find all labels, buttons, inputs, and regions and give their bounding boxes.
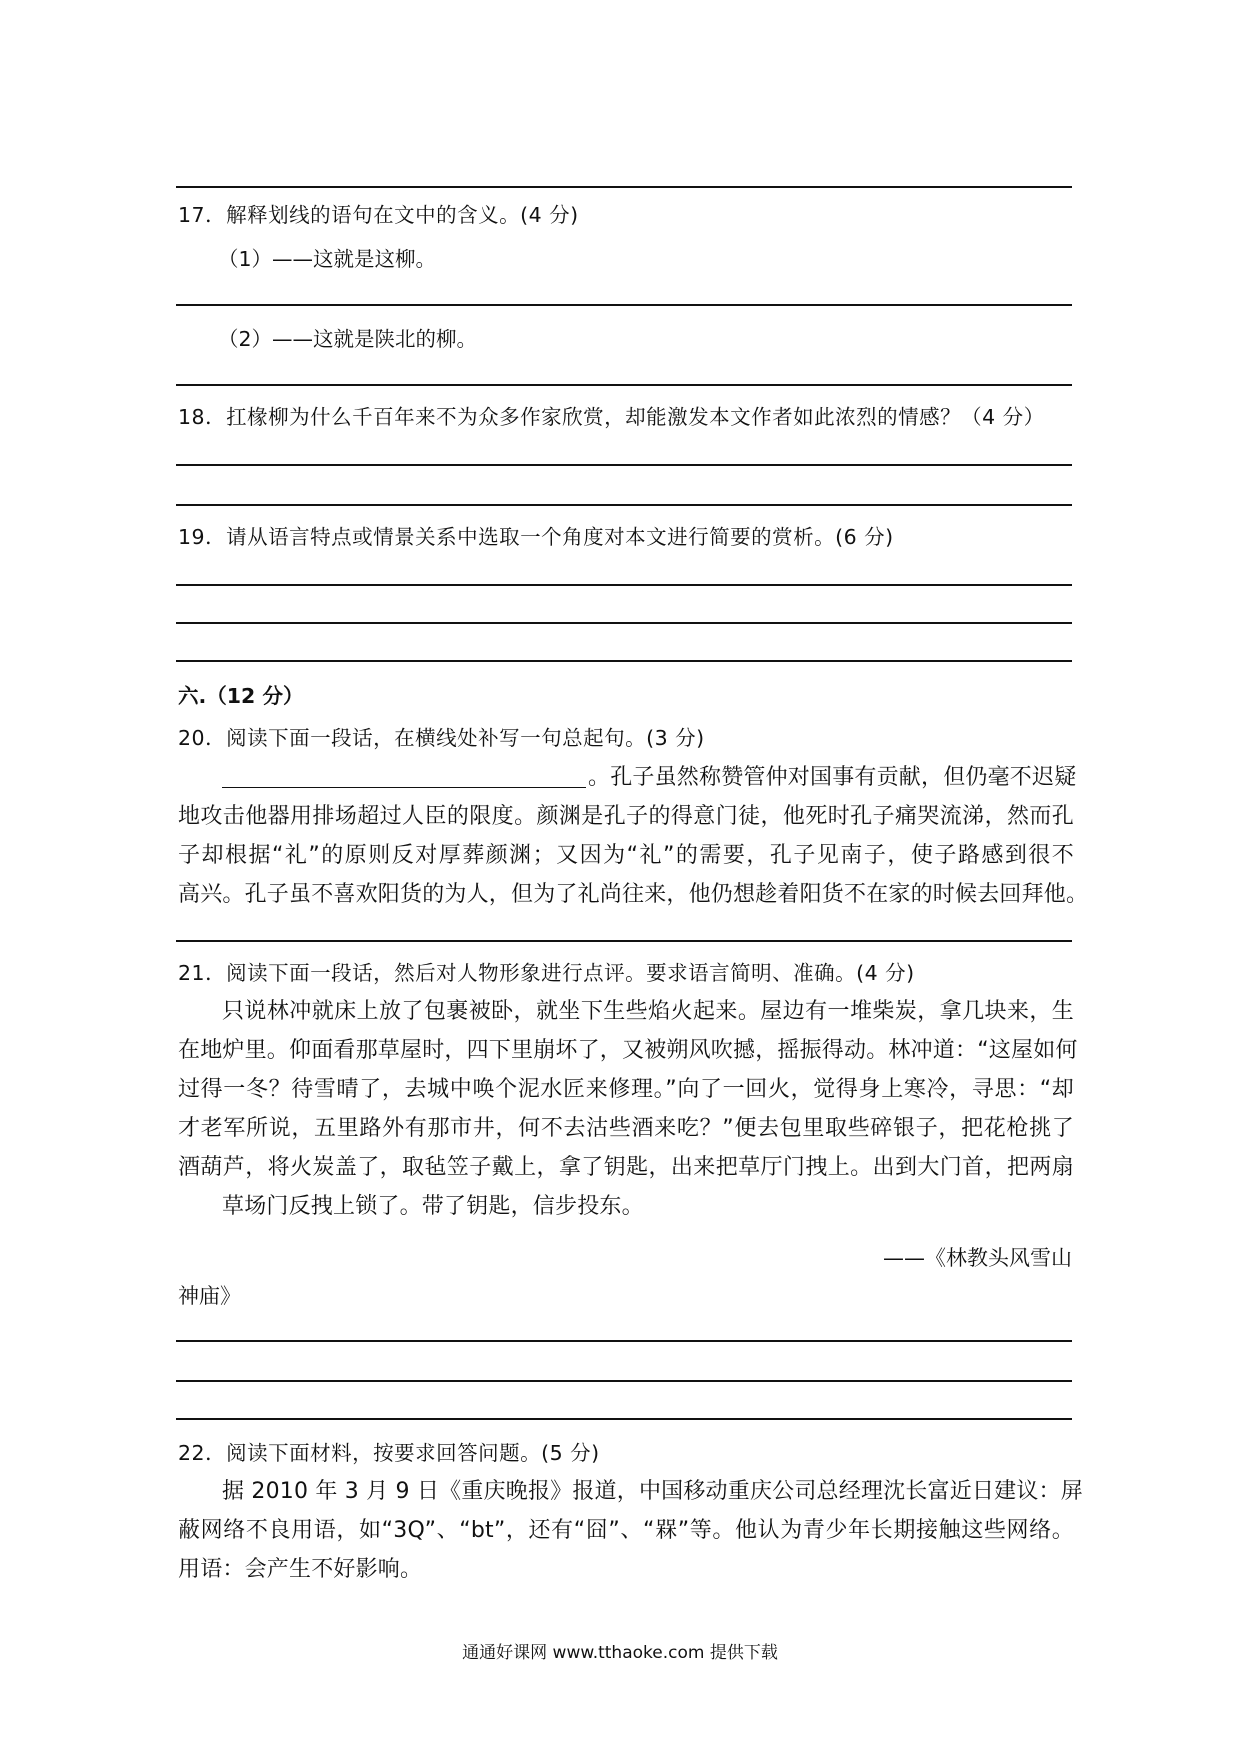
passage-line: 用语：会产生不好影响。	[178, 1557, 423, 1582]
question-20-passage	[178, 758, 1089, 914]
fill-in-blank[interactable]	[222, 763, 586, 788]
answer-line[interactable]	[176, 504, 1072, 506]
answer-line[interactable]	[176, 304, 1072, 306]
passage-source-continued: 神庙》	[178, 1284, 241, 1308]
passage-line: 地攻击他器用排场超过人臣的限度。颜渊是孔子的得意门徒，他死时孔子痛哭流涕，然而孔	[178, 804, 1074, 829]
question-17-title: 17．解释划线的语句在文中的含义。(4 分)	[178, 203, 579, 227]
passage-line: 子却根据“礼”的原则反对厚葬颜渊；又因为“礼”的需要，孔子见南子，使子路感到很不	[178, 843, 1074, 868]
passage-line: 才老军所说，五里路外有那市井，何不去沽些酒来吃？”便去包里取些碎银子，把花枪挑了	[178, 1116, 1074, 1141]
passage-line: 过得一冬？待雪晴了，去城中唤个泥水匠来修理。”向了一回火，觉得身上寒冷，寻思：“却	[178, 1077, 1074, 1102]
passage-line: 草场门反拽上锁了。带了钥匙，信步投东。	[222, 1194, 644, 1219]
answer-line[interactable]	[176, 1380, 1072, 1382]
section-6-heading: 六.（12 分）	[178, 684, 304, 708]
answer-line[interactable]	[176, 1340, 1072, 1342]
answer-line[interactable]	[176, 940, 1072, 942]
passage-line: 在地炉里。仰面看那草屋时，四下里崩坏了，又被朔风吹撼，摇振得动。林冲道：“这屋如何	[178, 1038, 1078, 1063]
question-21-passage	[178, 992, 1078, 1226]
question-17-item-2: （2）——这就是陕北的柳。	[218, 327, 478, 351]
question-20-title: 20．阅读下面一段话，在横线处补写一句总起句。(3 分)	[178, 726, 705, 750]
passage-line: 高兴。孔子虽不喜欢阳货的为人，但为了礼尚往来，他仍想趁着阳货不在家的时候去回拜他。	[178, 882, 1089, 907]
question-22-title: 22．阅读下面材料，按要求回答问题。(5 分)	[178, 1441, 600, 1465]
question-18-title: 18．扛椽柳为什么千百年来不为众多作家欣赏，却能激发本文作者如此浓烈的情感？（4 分）	[178, 405, 1045, 429]
passage-line: 酒葫芦，将火炭盖了，取毡笠子戴上，拿了钥匙，出来把草厅门拽上。出到大门首，把两扇	[178, 1155, 1074, 1180]
passage-line: 只说林冲就床上放了包裹被卧，就坐下生些焰火起来。屋边有一堆柴炭，拿几块来，生	[222, 999, 1074, 1024]
answer-line[interactable]	[176, 464, 1072, 466]
question-21-title: 21．阅读下面一段话，然后对人物形象进行点评。要求语言简明、准确。(4 分)	[178, 961, 915, 985]
answer-line[interactable]	[176, 1418, 1072, 1420]
passage-line: 据 2010 年 3 月 9 日《重庆晚报》报道，中国移动重庆公司总经理沈长富近日建议：屏	[222, 1479, 1083, 1504]
answer-line[interactable]	[176, 660, 1072, 662]
passage-source: ——《林教头风雪山	[883, 1246, 1072, 1270]
question-22-passage	[178, 1472, 1083, 1589]
answer-line[interactable]	[176, 384, 1072, 386]
question-19-title: 19．请从语言特点或情景关系中选取一个角度对本文进行简要的赏析。(6 分)	[178, 525, 894, 549]
question-17-item-1: （1）——这就是这柳。	[218, 247, 437, 271]
answer-line[interactable]	[176, 622, 1072, 624]
passage-line: 。孔子虽然称赞管仲对国事有贡献，但仍毫不迟疑	[178, 758, 1074, 797]
page-footer: 通通好课网 www.tthaoke.com 提供下载	[462, 1643, 778, 1663]
answer-line[interactable]	[176, 186, 1072, 188]
answer-line[interactable]	[176, 584, 1072, 586]
passage-line: 蔽网络不良用语，如“3Q”、“bt”，还有“囧”、“槑”等。他认为青少年长期接触这些网络。	[178, 1518, 1074, 1543]
